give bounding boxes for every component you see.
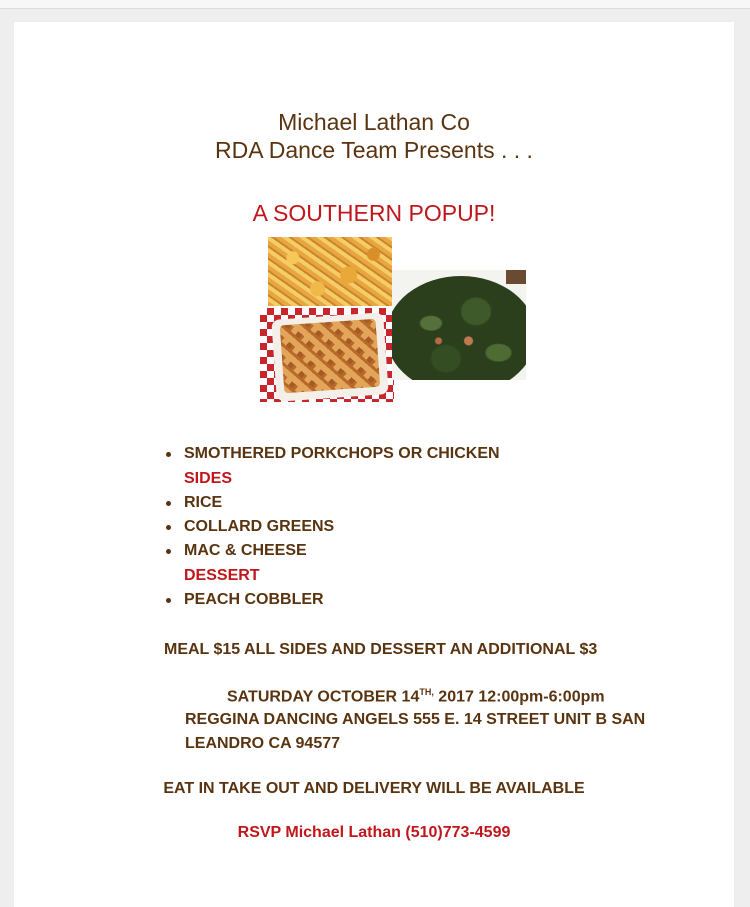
event-date: SATURDAY OCTOBER $14^{TH,}$ 2017 12:00pm-6:00pm: [227, 687, 605, 706]
event-title: A SOUTHERN POPUP!: [252, 200, 496, 226]
flyer-page: [14, 22, 734, 907]
collard-greens-photo: [392, 270, 526, 380]
dessert-heading: DESSERT: [184, 567, 260, 584]
availability-line: EAT IN TAKE OUT AND DELIVERY WILL BE AVAILABLE: [163, 780, 585, 797]
menu-item-side: COLLARD GREENS: [164, 515, 500, 539]
mac-and-cheese-photo: [268, 237, 392, 306]
peach-cobbler-photo: [260, 308, 394, 402]
top-bar: [0, 0, 750, 9]
event-address-line1: REGGINA DANCING ANGELS 555 E. 14 STREET UNIT B SAN: [185, 711, 646, 728]
presenter-line: RDA Dance Team Presents . . .: [215, 137, 533, 163]
menu-item-side: RICE: [164, 491, 500, 515]
rsvp-line: RSVP Michael Lathan (510)773-4599: [237, 824, 511, 841]
menu-item-dessert: PEACH COBBLER: [164, 588, 500, 612]
organizer-name: Michael Lathan Co: [278, 109, 470, 135]
menu-item-side: MAC & CHEESE: [164, 539, 500, 563]
event-address-line2: LEANDRO CA 94577: [185, 735, 341, 752]
menu-list: [164, 442, 500, 612]
price-line: MEAL $15 ALL SIDES AND DESSERT AN ADDITIONAL $3: [164, 641, 598, 658]
sides-heading: SIDES: [184, 470, 233, 487]
menu-item-main: SMOTHERED PORKCHOPS OR CHICKEN: [164, 442, 500, 466]
